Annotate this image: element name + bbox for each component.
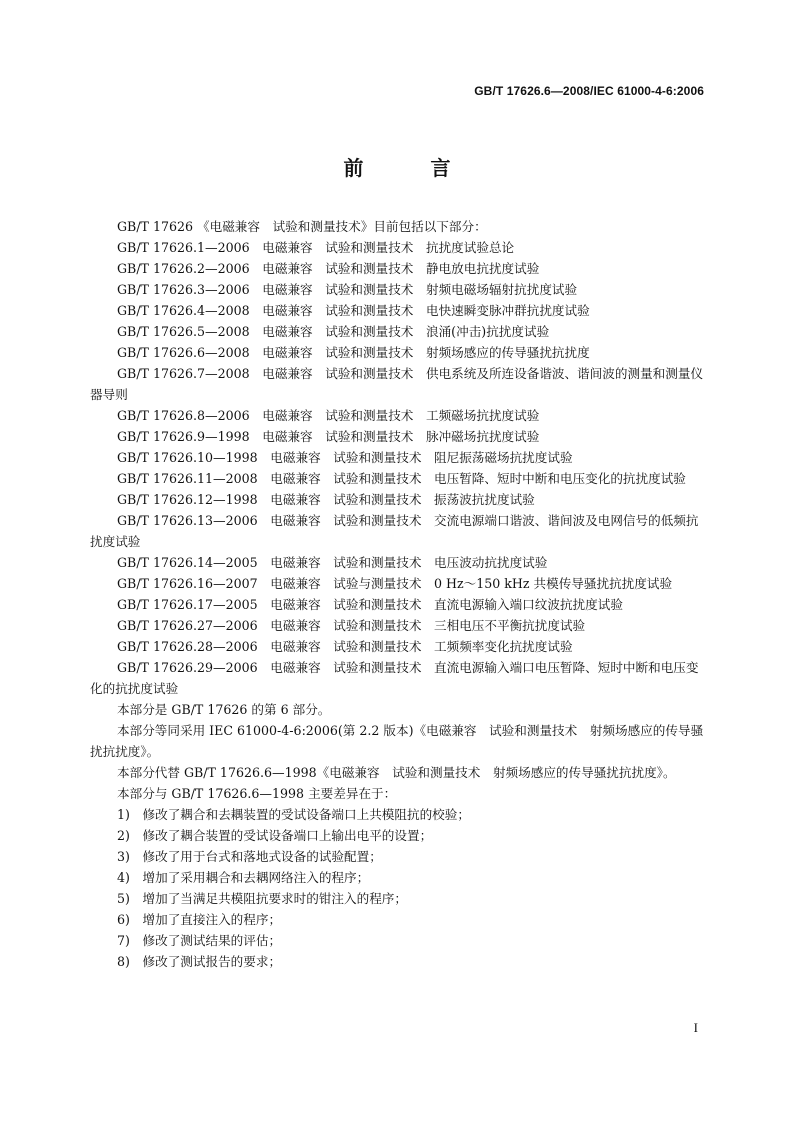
list-item: GB/T 17626.5—2008 电磁兼容 试验和测量技术 浪涌(冲击)抗扰度试验 bbox=[117, 324, 550, 339]
list-item: GB/T 17626.7—2008 电磁兼容 试验和测量技术 供电系统及所连设备谐波、谐间波的测量和测量仪器导则 bbox=[90, 366, 704, 402]
list-item: GB/T 17626.3—2006 电磁兼容 试验和测量技术 射频电磁场辐射抗扰度试验 bbox=[117, 282, 578, 297]
foreword-body bbox=[90, 216, 706, 972]
list-item: GB/T 17626.16—2007 电磁兼容 试验与测量技术 0 Hz～150 kHz 共模传导骚扰抗扰度试验 bbox=[117, 576, 673, 591]
difference-item: 5) 增加了当满足共模阻抗要求时的钳注入的程序； bbox=[117, 891, 407, 906]
difference-item: 1) 修改了耦合和去耦装置的受试设备端口上共模阻抗的校验； bbox=[117, 807, 470, 822]
list-item: GB/T 17626.2—2006 电磁兼容 试验和测量技术 静电放电抗扰度试验 bbox=[117, 261, 540, 276]
standard-number-header: GB/T 17626.6—2008/IEC 61000-4-6:2006 bbox=[474, 84, 704, 98]
list-item: GB/T 17626.10—1998 电磁兼容 试验和测量技术 阻尼振荡磁场抗扰度试验 bbox=[117, 450, 573, 465]
list-item: GB/T 17626.8—2006 电磁兼容 试验和测量技术 工频磁场抗扰度试验 bbox=[117, 408, 540, 423]
list-item: GB/T 17626.28—2006 电磁兼容 试验和测量技术 工频频率变化抗扰度试验 bbox=[117, 639, 573, 654]
list-item: GB/T 17626.9—1998 电磁兼容 试验和测量技术 脉冲磁场抗扰度试验 bbox=[117, 429, 540, 444]
difference-item: 4) 增加了采用耦合和去耦网络注入的程序； bbox=[117, 870, 370, 885]
paragraph: GB/T 17626 《电磁兼容 试验和测量技术》目前包括以下部分： bbox=[117, 219, 487, 234]
paragraph: 本部分代替 GB/T 17626.6—1998《电磁兼容 试验和测量技术 射频场感应的传导骚扰抗扰度》。 bbox=[117, 765, 676, 780]
list-item: GB/T 17626.11—2008 电磁兼容 试验和测量技术 电压暂降、短时中断和电压变化的抗扰度试验 bbox=[117, 471, 686, 486]
list-item: GB/T 17626.4—2008 电磁兼容 试验和测量技术 电快速瞬变脉冲群抗扰度试验 bbox=[117, 303, 590, 318]
page-number: I bbox=[693, 1020, 698, 1035]
difference-item: 2) 修改了耦合装置的受试设备端口上输出电平的设置； bbox=[117, 828, 433, 843]
list-item: GB/T 17626.27—2006 电磁兼容 试验和测量技术 三相电压不平衡抗扰度试验 bbox=[117, 618, 586, 633]
list-item: GB/T 17626.29—2006 电磁兼容 试验和测量技术 直流电源输入端口电压暂降、短时中断和电压变化的抗扰度试验 bbox=[90, 660, 699, 696]
list-item: GB/T 17626.13—2006 电磁兼容 试验和测量技术 交流电源端口谐波、谐间波及电网信号的低频抗扰度试验 bbox=[90, 513, 699, 549]
paragraph: 本部分等同采用 IEC 61000-4-6:2006(第 2.2 版本)《电磁兼容 试验和测量技术 射频场感应的传导骚扰抗扰度》。 bbox=[90, 723, 704, 759]
paragraph: 本部分与 GB/T 17626.6—1998 主要差异在于： bbox=[117, 786, 397, 801]
list-item: GB/T 17626.17—2005 电磁兼容 试验和测量技术 直流电源输入端口纹波抗扰度试验 bbox=[117, 597, 623, 612]
list-item: GB/T 17626.1—2006 电磁兼容 试验和测量技术 抗扰度试验总论 bbox=[117, 240, 515, 255]
difference-item: 7) 修改了测试结果的评估； bbox=[117, 933, 282, 948]
list-item: GB/T 17626.12—1998 电磁兼容 试验和测量技术 振荡波抗扰度试验 bbox=[117, 492, 535, 507]
list-item: GB/T 17626.14—2005 电磁兼容 试验和测量技术 电压波动抗扰度试验 bbox=[117, 555, 548, 570]
page-title: 前 言 bbox=[343, 156, 481, 180]
difference-item: 8) 修改了测试报告的要求； bbox=[117, 954, 282, 969]
list-item: GB/T 17626.6—2008 电磁兼容 试验和测量技术 射频场感应的传导骚扰抗扰度 bbox=[117, 345, 590, 360]
difference-item: 3) 修改了用于台式和落地式设备的试验配置； bbox=[117, 849, 382, 864]
paragraph: 本部分是 GB/T 17626 的第 6 部分。 bbox=[117, 702, 331, 717]
difference-item: 6) 增加了直接注入的程序； bbox=[117, 912, 282, 927]
